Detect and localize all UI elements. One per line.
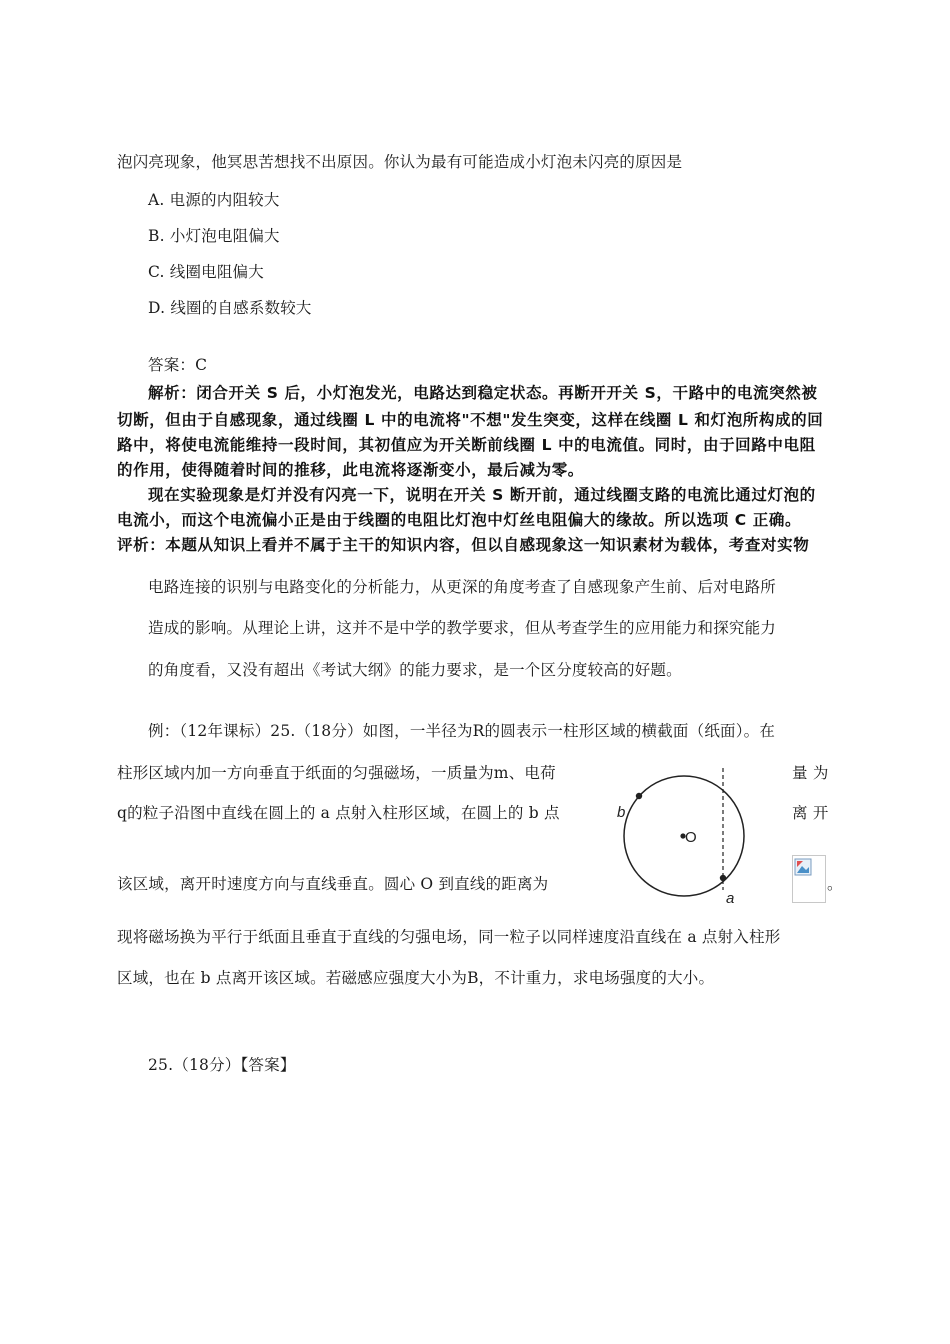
label-b: b bbox=[617, 804, 626, 821]
point-a bbox=[720, 875, 726, 881]
image-placeholder-icon bbox=[794, 858, 812, 876]
option-d: D. 线圈的自感系数较大 bbox=[148, 299, 312, 317]
example-line: 该区域，离开时速度方向与直线垂直。圆心 O 到直线的距离为 bbox=[117, 875, 549, 893]
label-o: O bbox=[685, 829, 697, 846]
comment-intro-line: 评析：本题从知识上看并不属于主干的知识内容，但以自感现象这一知识素材为载体，考查对实物 bbox=[117, 536, 810, 554]
option-c: C. 线圈电阻偏大 bbox=[148, 263, 264, 281]
circle-figure bbox=[612, 762, 762, 916]
circle-diagram bbox=[612, 762, 762, 912]
analysis-line: 的作用，使得随着时间的推移，此电流将逐渐变小，最后减为零。 bbox=[117, 461, 584, 479]
comment-line: 电路连接的识别与电路变化的分析能力，从更深的角度考查了自感现象产生前、后对电路所 bbox=[148, 578, 777, 596]
analysis-line: 电流小，而这个电流偏小正是由于线圈的电阻比灯泡中灯丝电阻偏大的缘故。所以选项 C 正确。 bbox=[117, 511, 802, 529]
option-a: A. 电源的内阻较大 bbox=[148, 191, 280, 209]
analysis-line: 现在实验现象是灯并没有闪亮一下，说明在开关 S 断开前，通过线圈支路的电流比通过灯泡的 bbox=[148, 486, 816, 504]
analysis-line: 解析：闭合开关 S 后，小灯泡发光，电路达到稳定状态。再断开开关 S，干路中的电流突然被 bbox=[148, 384, 818, 402]
question-text: 泡闪亮现象，他冥思苦想找不出原因。你认为最有可能造成小灯泡未闪亮的原因是 bbox=[117, 153, 683, 171]
answer-header: 25.（18分）【答案】 bbox=[148, 1056, 296, 1074]
comment-line: 的角度看，又没有超出《考试大纲》的能力要求，是一个区分度较高的好题。 bbox=[148, 661, 682, 679]
point-b bbox=[636, 793, 642, 799]
example-line: 区域，也在 b 点离开该区域。若磁感应强度大小为B，不计重力，求电场强度的大小。 bbox=[117, 969, 715, 987]
example-line: 例：（12年课标）25.（18分）如图，一半径为R的圆表示一柱形区域的横截面（纸面）。在 bbox=[148, 722, 776, 740]
option-b: B. 小灯泡电阻偏大 bbox=[148, 227, 280, 245]
label-a: a bbox=[726, 890, 735, 907]
example-line: 现将磁场换为平行于纸面且垂直于直线的匀强电场，同一粒子以同样速度沿直线在 a 点射入柱形 bbox=[117, 928, 781, 946]
broken-image-icon bbox=[792, 855, 826, 903]
example-line-right: 离 开 bbox=[792, 804, 829, 822]
comment-line: 造成的影响。从理论上讲，这并不是中学的教学要求，但从考查学生的应用能力和探究能力 bbox=[148, 619, 777, 637]
example-line: q的粒子沿图中直线在圆上的 a 点射入柱形区域，在圆上的 b 点 bbox=[117, 804, 560, 822]
analysis-line: 切断，但由于自感现象，通过线圈 L 中的电流将"不想"发生突变，这样在线圈 L 和灯泡所构成的回 bbox=[117, 411, 824, 429]
example-line-right: 量 为 bbox=[792, 764, 829, 782]
answer-text: 答案：C bbox=[148, 356, 208, 374]
example-line-end: 。 bbox=[827, 875, 843, 893]
analysis-line: 路中，将使电流能维持一段时间，其初值应为开关断前线圈 L 中的电流值。同时，由于回路中电阻 bbox=[117, 436, 816, 454]
example-line: 柱形区域内加一方向垂直于纸面的匀强磁场，一质量为m、电荷 bbox=[117, 764, 556, 782]
